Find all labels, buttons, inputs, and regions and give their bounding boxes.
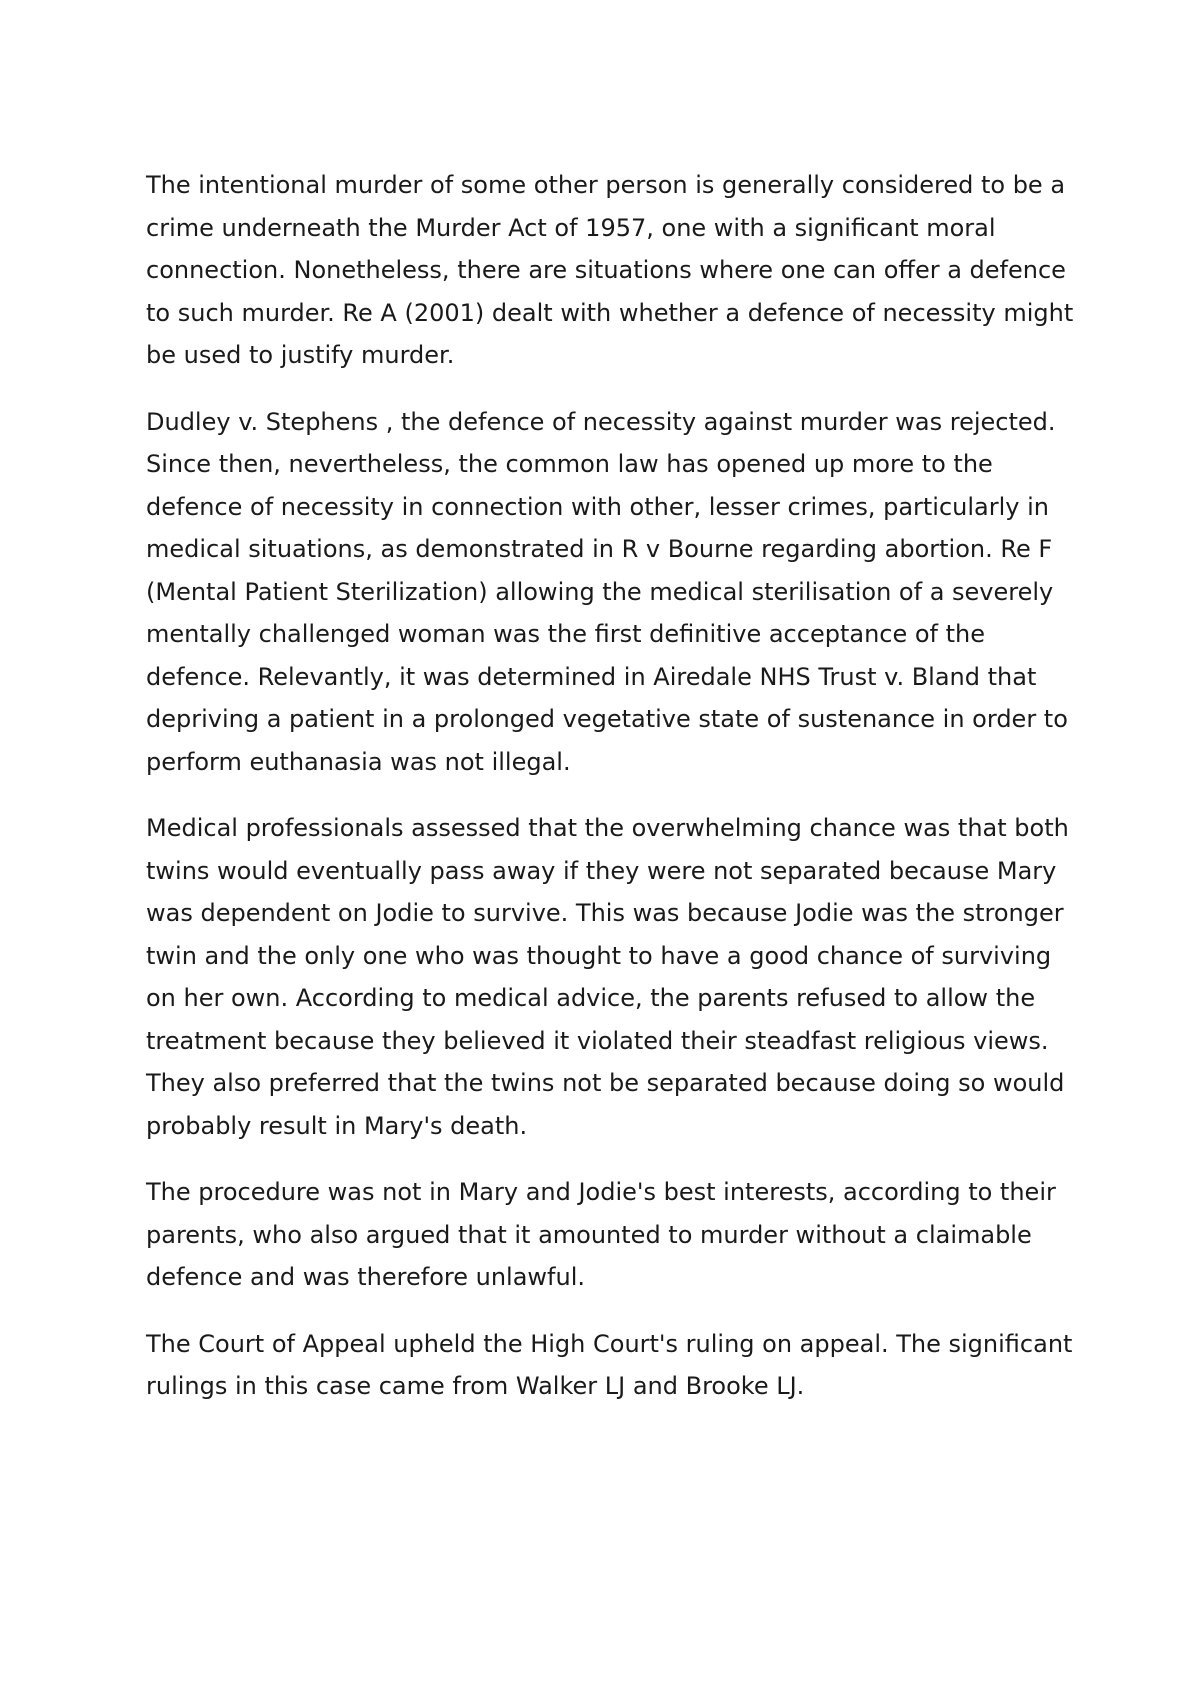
paragraph-5: The Court of Appeal upheld the High Court's ruling on appeal. The significant rulings in this case came from Walker LJ and Brooke LJ. <box>146 1329 1073 1400</box>
paragraph-2: Dudley v. Stephens , the defence of necessity against murder was rejected. Since then, nevertheless, the common law has opened up more to the defence of necessity in connection with other, lesser crimes, particularly in medical situations, as demonstrated in R v Bourne regarding abortion. Re F (Mental Patient Sterilization) allowing the medical sterilisation of a severely mentally challenged woman was the first definitive acceptance of the defence. Relevantly, it was determined in Airedale NHS Trust v. Bland that depriving a patient in a prolonged vegetative state of sustenance in order to perform euthanasia was not illegal. <box>146 407 1068 776</box>
paragraph-3: Medical professionals assessed that the overwhelming chance was that both twins would eventually pass away if they were not separated because Mary was dependent on Jodie to survive. This was because Jodie was the stronger twin and the only one who was thought to have a good chance of surviving on her own. According to medical advice, the parents refused to allow the treatment because they believed it violated their steadfast religious views. They also preferred that the twins not be separated because doing so would probably result in Mary's death. <box>146 814 1069 1140</box>
paragraph-1: The intentional murder of some other person is generally considered to be a crime underneath the Murder Act of 1957, one with a significant moral connection. Nonetheless, there are situations where one can offer a defence to such murder. Re A (2001) dealt with whether a defence of necessity might be used to justify murder. <box>146 171 1074 369</box>
paragraph-4: The procedure was not in Mary and Jodie's best interests, according to their parents, who also argued that it amounted to murder without a claimable defence and was therefore unlawful. <box>146 1178 1056 1291</box>
document-body <box>146 164 1076 1432</box>
